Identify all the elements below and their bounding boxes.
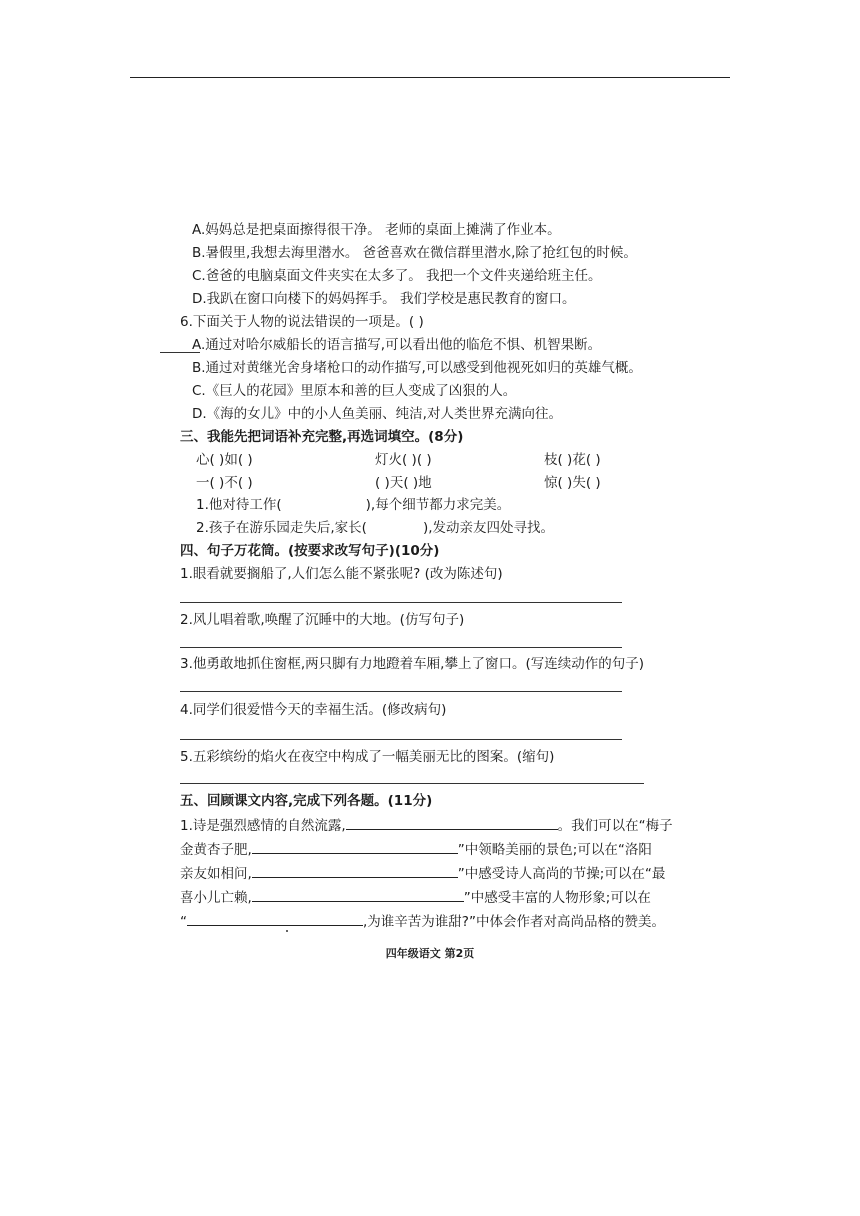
answer-line-4[interactable] bbox=[180, 739, 622, 740]
q6-option-c: C.《巨人的花园》里原本和善的巨人变成了凶狠的人。 bbox=[192, 383, 517, 399]
idiom-2: 灯火( )( ) bbox=[375, 452, 432, 468]
fill-blank-2[interactable] bbox=[252, 840, 458, 854]
section5-line-3: 亲友如相问, ”中感受诗人高尚的节操;可以在“最 bbox=[180, 866, 666, 882]
stray-mark bbox=[286, 930, 288, 932]
section4-q2: 2.风儿唱着歌,唤醒了沉睡中的大地。(仿写句子) bbox=[180, 612, 465, 628]
q5-option-d: D.我趴在窗口向楼下的妈妈挥手。 我们学校是惠民教育的窗口。 bbox=[192, 291, 576, 307]
q5-option-a: A.妈妈总是把桌面擦得很干净。 老师的桌面上摊满了作业本。 bbox=[192, 222, 561, 238]
section4-q1: 1.眼看就要搁船了,人们怎么能不紧张呢? (改为陈述句) bbox=[180, 566, 503, 582]
fill-blank-3[interactable] bbox=[252, 864, 458, 878]
answer-line-3[interactable] bbox=[180, 691, 622, 692]
section3-sentence-2: 2.孩子在游乐园走失后,家长( ),发动亲友四处寻找。 bbox=[196, 520, 555, 536]
idiom-4: 一( )不( ) bbox=[196, 475, 253, 491]
section4-q4: 4.同学们很爱惜今天的幸福生活。(修改病句) bbox=[180, 702, 447, 718]
page-footer: 四年级语文 第2页 bbox=[385, 947, 475, 960]
margin-stroke bbox=[160, 352, 200, 353]
idiom-5: ( )天( )地 bbox=[375, 475, 432, 491]
q6-option-a: A.通过对哈尔威船长的语言描写,可以看出他的临危不惧、机智果断。 bbox=[192, 337, 602, 353]
answer-line-1[interactable] bbox=[180, 602, 622, 603]
idiom-1: 心( )如( ) bbox=[196, 452, 253, 468]
q5-option-b: B.暑假里,我想去海里潜水。 爸爸喜欢在微信群里潜水,除了抢红包的时候。 bbox=[192, 245, 637, 261]
section5-line-1: 1.诗是强烈感情的自然流露, 。我们可以在“梅子 bbox=[180, 818, 673, 834]
header-rule bbox=[130, 77, 730, 78]
fill-blank-1[interactable] bbox=[346, 816, 558, 830]
section5-line-5: “ ,为谁辛苦为谁甜?”中体会作者对高尚品格的赞美。 bbox=[180, 914, 665, 930]
section3-title: 三、我能先把词语补充完整,再选词填空。(8分) bbox=[180, 429, 464, 445]
section5-title: 五、回顾课文内容,完成下列各题。(11分) bbox=[180, 793, 433, 809]
idiom-3: 枝( )花( ) bbox=[544, 452, 601, 468]
section5-line-2: 金黄杏子肥, ”中领略美丽的景色;可以在“洛阳 bbox=[180, 842, 652, 858]
q6-option-b: B.通过对黄继光舍身堵枪口的动作描写,可以感受到他视死如归的英雄气概。 bbox=[192, 360, 642, 376]
section5-line-4: 喜小儿亡赖, ”中感受丰富的人物形象;可以在 bbox=[180, 890, 651, 906]
fill-blank-5[interactable] bbox=[187, 912, 363, 926]
section4-q3: 3.他勇敢地抓住窗框,两只脚有力地蹬着车厢,攀上了窗口。(写连续动作的句子) bbox=[180, 656, 644, 672]
q6-stem: 6.下面关于人物的说法错误的一项是。( ) bbox=[180, 314, 424, 330]
q5-option-c: C.爸爸的电脑桌面文件夹实在太多了。 我把一个文件夹递给班主任。 bbox=[192, 268, 602, 284]
answer-line-2[interactable] bbox=[180, 647, 622, 648]
q6-option-d: D.《海的女儿》中的小人鱼美丽、纯洁,对人类世界充满向往。 bbox=[192, 406, 562, 422]
section4-title: 四、句子万花筒。(按要求改写句子)(10分) bbox=[180, 543, 440, 559]
section3-sentence-1: 1.他对待工作( ),每个细节都力求完美。 bbox=[196, 497, 511, 513]
idiom-6: 惊( )失( ) bbox=[544, 475, 601, 491]
section4-q5: 5.五彩缤纷的焰火在夜空中构成了一幅美丽无比的图案。(缩句) bbox=[180, 749, 555, 765]
fill-blank-4[interactable] bbox=[252, 888, 464, 902]
answer-line-5[interactable] bbox=[180, 783, 644, 784]
